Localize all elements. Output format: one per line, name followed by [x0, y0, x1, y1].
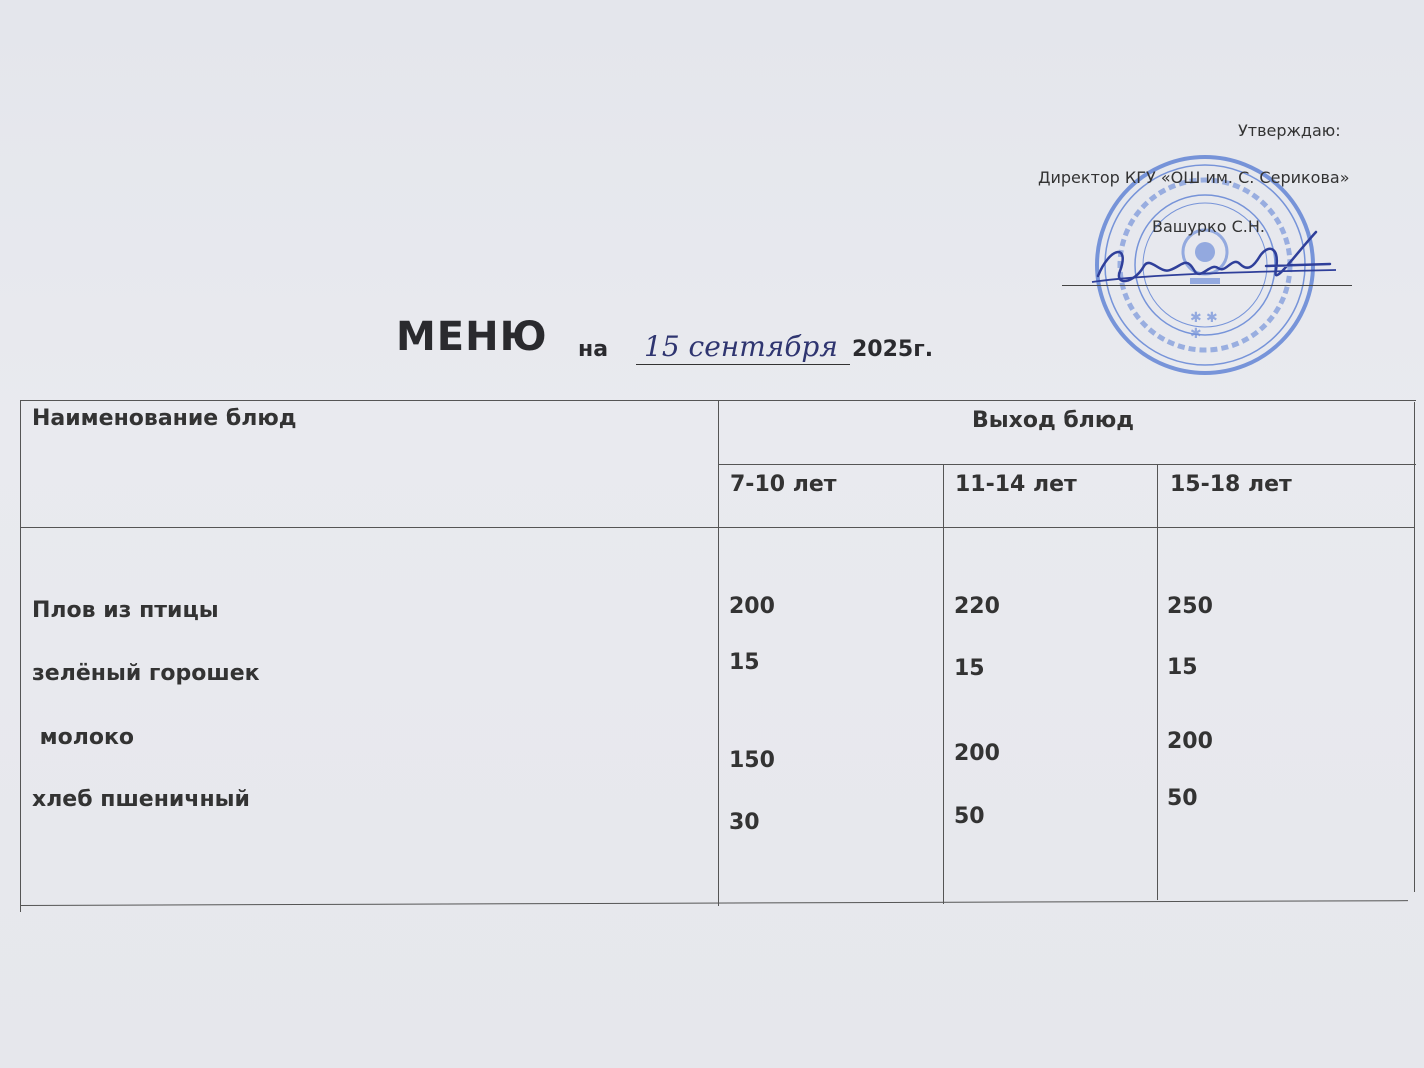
table-border-right — [1414, 402, 1415, 892]
dish-name: молоко — [32, 725, 135, 750]
approval-director: Директор КГУ «ОШ им. С. Серикова» — [1038, 168, 1350, 187]
table-header-divider — [718, 464, 1416, 465]
table-col-divider-3 — [1157, 464, 1158, 900]
dish-name: Плов из птицы — [32, 598, 219, 623]
portion-value: 15 — [954, 656, 985, 681]
page-title: МЕНЮ — [396, 314, 548, 360]
title-preposition: на — [578, 337, 609, 362]
svg-text:✱: ✱ — [1190, 326, 1202, 342]
handwritten-date-text: 15 сентября — [644, 330, 838, 363]
portion-value: 150 — [729, 748, 775, 773]
portion-value: 200 — [954, 741, 1000, 766]
header-age-15-18: 15-18 лет — [1170, 472, 1292, 497]
portion-value: 15 — [729, 650, 760, 675]
header-dish-name: Наименование блюд — [32, 406, 297, 431]
dish-name: зелёный горошек — [32, 661, 260, 686]
approval-name: Вашурко С.Н. — [1152, 217, 1265, 236]
portion-value: 50 — [954, 804, 985, 829]
handwritten-date — [640, 322, 850, 374]
date-underline — [636, 364, 850, 365]
header-age-7-10: 7-10 лет — [730, 472, 837, 497]
table-border-bottom — [20, 900, 1408, 906]
table-border-left — [20, 400, 21, 912]
handwritten-signature — [1090, 226, 1340, 302]
dish-name: хлеб пшеничный — [32, 787, 250, 812]
portion-value: 50 — [1167, 786, 1198, 811]
header-output: Выход блюд — [972, 408, 1135, 433]
title-year: 2025г. — [852, 337, 934, 362]
portion-value: 250 — [1167, 594, 1213, 619]
svg-text:✱: ✱ — [1206, 310, 1218, 326]
portion-value: 200 — [1167, 729, 1213, 754]
approval-label: Утверждаю: — [1238, 121, 1341, 140]
portion-value: 200 — [729, 594, 775, 619]
header-age-11-14: 11-14 лет — [955, 472, 1077, 497]
table-header-bottom — [20, 527, 1414, 528]
table-col-divider-2 — [943, 464, 944, 904]
svg-text:✱: ✱ — [1190, 310, 1202, 326]
table-col-divider-1 — [718, 400, 719, 906]
portion-value: 220 — [954, 594, 1000, 619]
portion-value: 30 — [729, 810, 760, 835]
portion-value: 15 — [1167, 655, 1198, 680]
